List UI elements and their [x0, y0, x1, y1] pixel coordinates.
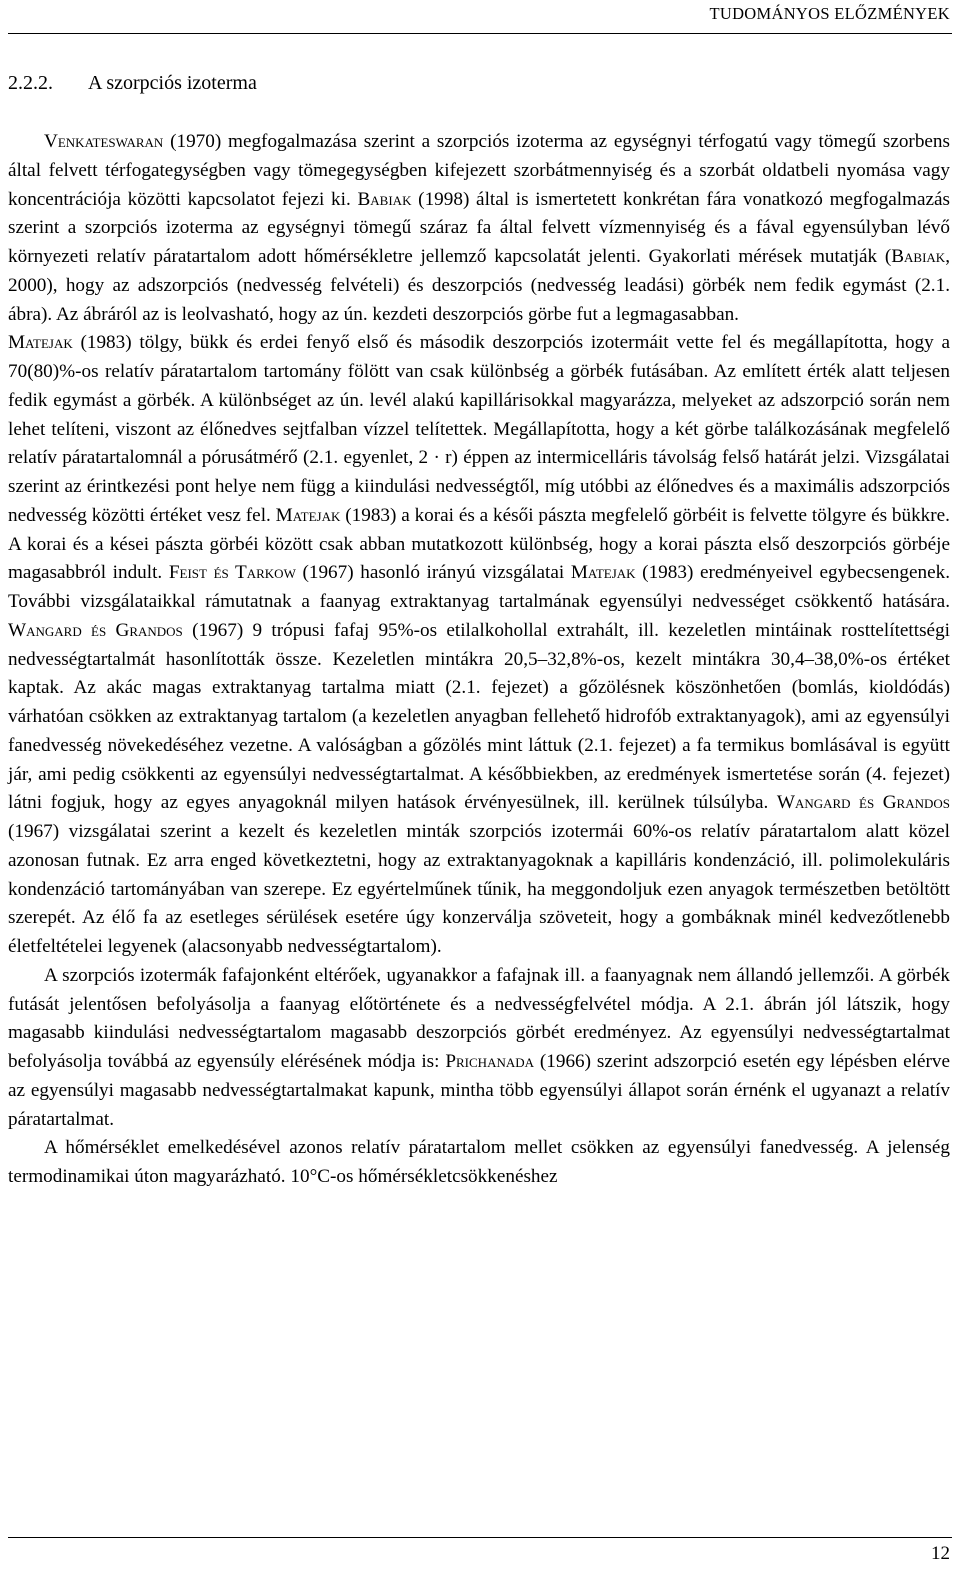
section-number: 2.2.2. — [8, 72, 53, 94]
footer-rule — [8, 1537, 952, 1538]
section-title: A szorpciós izoterma — [88, 72, 257, 94]
paragraph-2 — [8, 329, 950, 962]
author-babiak: Babiak — [357, 188, 412, 210]
text-span: (1967) hasonló irányú vizsgálatai — [295, 562, 571, 584]
paragraph-3 — [8, 962, 950, 1135]
text-span: (1970) megfogalmazása szerint a szorpciós izoterma az egységnyi térfogatú vagy tömegű szorbens által felvett térfogategységben vagy tömegegységben kifejezett szorbátmennyiség és a szorbát oldatbeli nyomása vagy koncentrációja közötti kapcsolatot fejezi ki. — [8, 131, 950, 210]
text-span: (1998) által is ismertetett konkrétan fára vonatkozó megfogalmazás szerint a szorpciós izoterma az egységnyi tömegű száraz fa által felvett vízmennyiség és a fával egyensúlyban lévő környezeti relatív páratartalom adott hőmérsékletre jellemző kapcsolatát jelenti. Gyakorlati mérések mutatják ( — [8, 188, 950, 267]
header-rule — [8, 33, 952, 34]
author-matejak: Matejak — [275, 504, 341, 526]
text-span: (1966) szerint adszorpció esetén egy lépésben elérve az egyensúlyi magasabb nedvességtartalmakat kapunk, mintha több egyensúlyi állapot során érnénk el ugyanazt a relatív páratartalmat. — [8, 1051, 951, 1130]
author-matejak: Matejak — [570, 562, 636, 584]
author-matejak: Matejak — [8, 332, 73, 354]
text-span: (1983) eredményeivel egybecsengenek. További vizsgálataikkal rámutatnak a faanyag extraktanyag tartalmának egyensúlyi nedvességet csökkentő hatására. — [8, 562, 951, 612]
text-span: (1967) 9 trópusi fafaj 95%-os etilalkohollal extrahált, ill. kezeletlen mintáinak rosttelítettségi nedvességtartalmát hasonlították össze. Kezeletlen mintákra 20,5–32,8%-os, kezelt mintákra 30,4–38,0%-os értéket kaptak. Az akác magas extraktanyag tartalma miatt (2.1. fejezet) a gőzölésnek köszönhetően (bomlás, kioldódás) várhatóan csökken az extraktanyag tartalom (a kezeletlen anyagban fellehető hidrofób extraktanyagok), ami az egyensúlyi fanedvesség növekedéséhez vezetne. A valóságban a gőzölés mint láttuk (2.1. fejezet) a fa termikus bomlásával is együtt jár, ami pedig csökkenti az egyensúlyi nedvességtartalmat. A későbbiekben, az eredmények ismertetése során (4. fejezet) látni fogjuk, hogy az egyes anyagoknál milyen hatások érvényesülnek, ill. kerülnek túlsúlyba. — [8, 619, 950, 814]
text-span: , 2000), hogy az adszorpciós (nedvesség felvételi) és deszorpciós (nedvesség leadási) görbék nem fedik egymást (2.1. ábra). Az ábráról az is leolvasható, hogy az ún. kezdeti deszorpciós görbe fut a legmagasabban. — [8, 246, 950, 325]
page-number: 12 — [931, 1543, 950, 1564]
author-babiak: Babiak — [891, 246, 946, 267]
section-heading — [8, 72, 257, 95]
author-feist-tarkow: Feist és Tarkow — [168, 562, 296, 584]
text-span: (1983) a korai és a késői pászta megfelelő görbéit is felvette tölgyre és bükkre. A korai és a kései pászta görbéi között csak abban mutatkozott különbség, hogy a korai pászta első deszorpciós görbéje magasabbról indult. — [8, 504, 950, 584]
paragraph-4 — [8, 1134, 950, 1192]
author-wangard-grandos: Wangard és Grandos — [8, 619, 183, 641]
text-span: A szorpciós izotermák fafajonként eltérőek, ugyanakkor a fafajnak ill. a faanyagnak nem állandó jellemzői. A görbék futását jelentősen befolyásolja a faanyag előtörténete és a nedvességfelvétel módja. A 2.1. ábrán jól látszik, hogy magasabb kiindulási nedvességtartalom magasabb deszorpciós görbét eredményez. Az egyensúlyi nedvességtartalmat befolyásolja továbbá az egyensúly elérésének módja is: — [8, 964, 950, 1072]
author-wangard-grandos: Wangard és Grandos — [776, 792, 950, 814]
author-venkateswaran: Venkateswaran — [44, 131, 164, 152]
text-span: A hőmérséklet emelkedésével azonos relatív páratartalom mellet csökken az egyensúlyi fanedvesség. A jelenség termodinamikai úton magyarázható. 10°C-os hőmérsékletcsökkenéshez — [8, 1137, 950, 1187]
text-span: (1967) vizsgálatai szerint a kezelt és kezeletlen minták szorpciós izotermái 60%-os relatív páratartalom alatt közel azonosan futnak. Ez arra enged következtetni, hogy az extraktanyagoknak a kapilláris kondenzáció, ill. polimolekuláris kondenzáció tartományában van szerepe. Ez egyértelműnek tűnik, ha meggondoljuk ezen anyagok természetben betöltött szerepét. Az élő fa az esetleges sérülések esetére úgy konzerválja szöveteit, hogy a gombáknak minél kedvezőtlenebb életfeltételei legyenek (alacsonyabb nedvességtartalom). — [8, 821, 950, 957]
body-text — [8, 128, 950, 1192]
running-header: TUDOMÁNYOS ELŐZMÉNYEK — [709, 4, 950, 23]
text-span: (1983) tölgy, bükk és erdei fenyő első és második deszorpciós izotermáit vette fel és megállapította, hogy a 70(80)%-os relatív páratartalom tartomány fölött van csak különbség a görbék futásában. Az említett érték alatt teljesen fedik egymást a görbék. A különbséget az ún. levél alakú kapillárisokkal magyarázza, melyeket az adszorpció során nem lehet telíteni, viszont az élőnedves sejtfalban vízzel telítettek. Megállapította, hogy a két görbe találkozásának megfelelő relatív páratartalomnál a pórusátmérő (2.1. egyenlet, 2 · r) éppen az intermicelláris távolság felső határát jelzi. Vizsgálatai szerint az érintkezési pont helye nem függ a kiindulási nedvességtől, míg utóbbi az élőnedves és a maximális adszorpciós nedvesség közötti értéket vesz fel. — [8, 332, 950, 526]
paragraph-1 — [8, 128, 950, 329]
author-prichanada: Prichanada — [445, 1051, 535, 1072]
